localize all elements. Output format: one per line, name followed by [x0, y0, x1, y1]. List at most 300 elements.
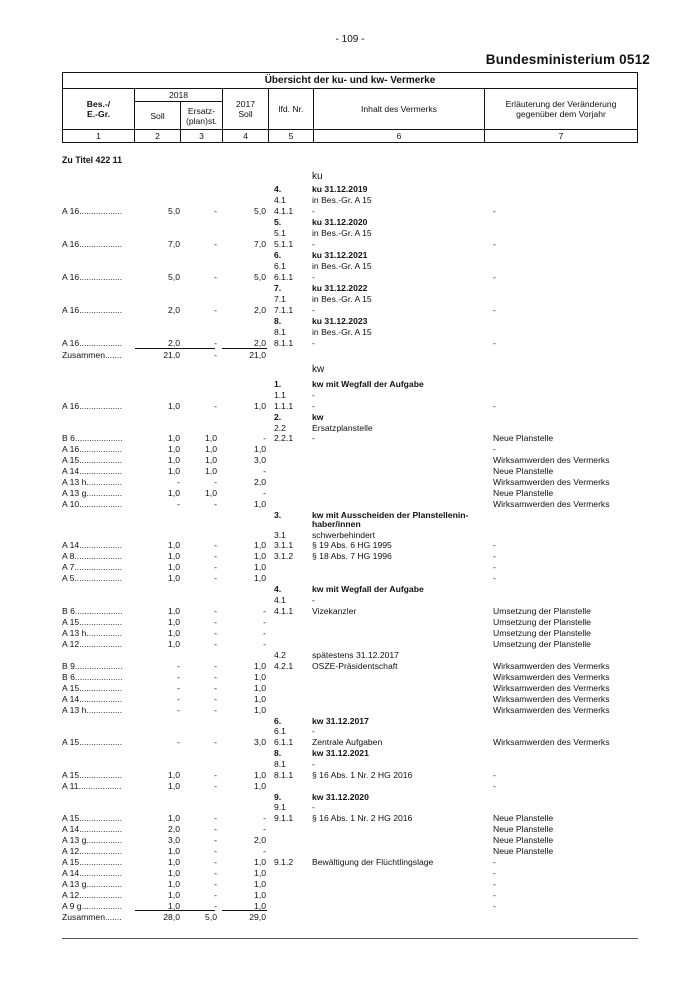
cell-f: - — [312, 595, 315, 605]
cell-f: in Bes.-Gr. A 15 — [312, 195, 372, 205]
table-row — [62, 770, 638, 781]
cell-d: 3,0 — [254, 737, 266, 747]
cell-g: Neue Planstelle — [493, 813, 554, 823]
cell-f: § 19 Abs. 6 HG 1995 — [312, 540, 392, 550]
cell-e: 4.2 — [274, 650, 286, 660]
cell-e: 7.1 — [274, 294, 286, 304]
cell-g: - — [493, 879, 496, 889]
table-row — [62, 305, 638, 316]
table-row — [62, 781, 638, 792]
cell-f: - — [312, 759, 315, 769]
cell-e: 8.1.1 — [274, 338, 294, 348]
table-row — [62, 813, 638, 824]
cell-a: A 8.................... — [62, 551, 123, 561]
cell-b: 1,0 — [168, 562, 180, 572]
cell-c: - — [214, 901, 217, 911]
cell-a: B 9.................... — [62, 661, 123, 671]
table-row — [62, 261, 638, 272]
cell-b: - — [177, 477, 180, 487]
table-row — [62, 217, 638, 228]
cell-g: - — [493, 206, 496, 216]
cell-c: 5,0 — [205, 912, 217, 922]
cell-g: Neue Planstelle — [493, 488, 554, 498]
cell-b: 5,0 — [168, 206, 180, 216]
cell-c: - — [214, 617, 217, 627]
cell-g: - — [493, 540, 496, 550]
cell-b: 2,0 — [168, 305, 180, 315]
cell-d: 7,0 — [254, 239, 266, 249]
table-row — [62, 562, 638, 573]
cell-a: A 12.................. — [62, 846, 123, 856]
sum-separator — [222, 910, 267, 911]
cell-e: 6.1.1 — [274, 272, 294, 282]
cell-d: 29,0 — [249, 912, 266, 922]
table-row — [62, 661, 638, 672]
cell-f: OSZE-Präsidentschaft — [312, 661, 398, 671]
cell-a: A 13 g............... — [62, 488, 123, 498]
col-erlaeuterung-header: Erläuterung der Veränderung gegenüber dem Vorjahr — [505, 99, 617, 119]
cell-f: ku 31.12.2020 — [312, 217, 368, 227]
cell-d: 2,0 — [254, 477, 266, 487]
cell-d: 1,0 — [254, 672, 266, 682]
cell-e: 1.1 — [274, 390, 286, 400]
cell-g: - — [493, 551, 496, 561]
cell-c: 1,0 — [205, 444, 217, 454]
cell-g: - — [493, 305, 496, 315]
table-row — [62, 272, 638, 283]
cell-b: 1,0 — [168, 639, 180, 649]
table-row — [62, 683, 638, 694]
cell-g: - — [493, 857, 496, 867]
cell-g: Umsetzung der Planstelle — [493, 617, 591, 627]
cell-f: spätestens 31.12.2017 — [312, 650, 399, 660]
table-row — [62, 327, 638, 338]
table-row — [62, 540, 638, 551]
cell-a: A 11.................. — [62, 781, 122, 791]
cell-a: A 16.................. — [62, 239, 123, 249]
cell-g: - — [493, 401, 496, 411]
sum-separator — [176, 910, 215, 911]
cell-a: A 15.................. — [62, 683, 123, 693]
table-row — [62, 250, 638, 261]
cell-g: Wirksamwerden des Vermerks — [493, 477, 610, 487]
cell-a: A 14.................. — [62, 540, 123, 550]
cell-b: 3,0 — [168, 835, 180, 845]
table-row — [62, 499, 638, 510]
col-2017-header: 2017 Soll — [223, 89, 269, 129]
cell-g: Umsetzung der Planstelle — [493, 628, 591, 638]
cell-b: 1,0 — [168, 444, 180, 454]
table-row — [62, 316, 638, 327]
cell-g: - — [493, 890, 496, 900]
cell-a: A 13 g............... — [62, 835, 123, 845]
cell-e: 3.1.1 — [274, 540, 294, 550]
cell-e: 5.1.1 — [274, 239, 294, 249]
cell-c: 1,0 — [205, 433, 217, 443]
cell-g: - — [493, 770, 496, 780]
cell-g: Wirksamwerden des Vermerks — [493, 661, 610, 671]
table-row — [62, 390, 638, 401]
cell-d: 1,0 — [254, 770, 266, 780]
cell-f: kw 31.12.2017 — [312, 716, 369, 726]
cell-d: - — [263, 606, 266, 616]
cell-c: - — [214, 868, 217, 878]
cell-d: 1,0 — [254, 868, 266, 878]
table-row — [62, 283, 638, 294]
cell-e: 7. — [274, 283, 282, 293]
cell-d: 1,0 — [254, 857, 266, 867]
cell-a: A 13 h............... — [62, 477, 123, 487]
cell-b: 1,0 — [168, 573, 180, 583]
cell-c: - — [214, 499, 217, 509]
cell-f: kw mit Wegfall der Aufgabe — [312, 584, 424, 594]
cell-c: - — [214, 835, 217, 845]
cell-d: - — [263, 466, 266, 476]
cell-f: - — [312, 338, 315, 348]
cell-e: 4. — [274, 584, 282, 594]
table-row — [62, 846, 638, 857]
cell-f: in Bes.-Gr. A 15 — [312, 327, 372, 337]
cell-e: 1. — [274, 379, 282, 389]
table-row — [62, 824, 638, 835]
cell-d: 1,0 — [254, 694, 266, 704]
cell-e: 4.1.1 — [274, 606, 294, 616]
cell-e: 2.2 — [274, 423, 286, 433]
cell-c: - — [214, 890, 217, 900]
cell-f: kw — [312, 412, 324, 422]
table-row — [62, 401, 638, 412]
cell-f: in Bes.-Gr. A 15 — [312, 261, 372, 271]
cell-e: 8. — [274, 748, 282, 758]
table-row — [62, 477, 638, 488]
cell-g: Umsetzung der Planstelle — [493, 606, 591, 616]
kw-group-title: kw — [312, 364, 325, 375]
cell-f: Zentrale Aufgaben — [312, 737, 383, 747]
cell-d: 1,0 — [254, 444, 266, 454]
cell-c: - — [214, 737, 217, 747]
cell-e: 8.1.1 — [274, 770, 294, 780]
cell-b: 28,0 — [163, 912, 180, 922]
cell-b: 1,0 — [168, 770, 180, 780]
cell-b: 5,0 — [168, 272, 180, 282]
table-row — [62, 650, 638, 661]
col-number: 5 — [269, 129, 314, 142]
cell-a: A 16.................. — [62, 305, 123, 315]
cell-c: - — [214, 206, 217, 216]
cell-g: - — [493, 272, 496, 282]
cell-b: 1,0 — [168, 617, 180, 627]
cell-a: A 14.................. — [62, 868, 123, 878]
cell-c: - — [214, 562, 217, 572]
cell-d: 1,0 — [254, 890, 266, 900]
cell-c: - — [214, 551, 217, 561]
cell-d: 1,0 — [254, 901, 266, 911]
cell-e: 8. — [274, 316, 282, 326]
cell-a: A 7.................... — [62, 562, 123, 572]
sum-separator — [176, 348, 215, 349]
col-soll-header: Soll — [135, 102, 181, 129]
cell-d: 2,0 — [254, 835, 266, 845]
col-ersatz-header: Ersatz- (plan)st. — [181, 102, 223, 129]
cell-f: - — [312, 802, 315, 812]
cell-c: 1,0 — [205, 455, 217, 465]
cell-a: A 16.................. — [62, 401, 123, 411]
cell-b: 2,0 — [168, 338, 180, 348]
cell-g: Wirksamwerden des Vermerks — [493, 737, 610, 747]
cell-d: 1,0 — [254, 683, 266, 693]
cell-c: - — [214, 781, 217, 791]
table-row — [62, 294, 638, 305]
table-row — [62, 890, 638, 901]
cell-g: Wirksamwerden des Vermerks — [493, 499, 610, 509]
cell-a: A 5.................... — [62, 573, 123, 583]
cell-e: 6.1 — [274, 261, 286, 271]
cell-b: 1,0 — [168, 551, 180, 561]
cell-b: - — [177, 499, 180, 509]
cell-d: 1,0 — [254, 879, 266, 889]
cell-d: 1,0 — [254, 401, 266, 411]
cell-a: Zusammen....... — [62, 350, 122, 360]
table-row — [62, 433, 638, 444]
table-row — [62, 912, 638, 923]
cell-a: A 15.................. — [62, 455, 123, 465]
cell-d: - — [263, 639, 266, 649]
cell-c: - — [214, 694, 217, 704]
cell-a: A 15.................. — [62, 617, 123, 627]
cell-b: 1,0 — [168, 901, 180, 911]
cell-b: 1,0 — [168, 868, 180, 878]
cell-c: - — [214, 857, 217, 867]
table-row — [62, 802, 638, 813]
cell-a: A 15.................. — [62, 770, 123, 780]
cell-c: - — [214, 683, 217, 693]
cell-g: - — [493, 338, 496, 348]
cell-d: 1,0 — [254, 562, 266, 572]
cell-c: - — [214, 824, 217, 834]
table-title: Übersicht der ku- und kw- Vermerke — [63, 73, 637, 89]
cell-d: - — [263, 813, 266, 823]
cell-e: 5. — [274, 217, 282, 227]
cell-c: - — [214, 628, 217, 638]
cell-f: - — [312, 390, 315, 400]
cell-c: - — [214, 305, 217, 315]
cell-g: - — [493, 868, 496, 878]
cell-e: 4.1 — [274, 595, 286, 605]
cell-b: - — [177, 737, 180, 747]
table-row — [62, 737, 638, 748]
table-row — [62, 551, 638, 562]
table-row — [62, 606, 638, 617]
cell-e: 8.1 — [274, 327, 286, 337]
cell-b: 7,0 — [168, 239, 180, 249]
cell-g: Neue Planstelle — [493, 433, 554, 443]
table-row — [62, 519, 638, 530]
table-row — [62, 879, 638, 890]
col-number: 1 — [63, 129, 135, 142]
cell-f: Vizekanzler — [312, 606, 357, 616]
table-row — [62, 488, 638, 499]
cell-g: - — [493, 781, 496, 791]
cell-f: - — [312, 726, 315, 736]
cell-a: A 16.................. — [62, 444, 123, 454]
cell-d: 21,0 — [249, 350, 266, 360]
cell-f: § 16 Abs. 1 Nr. 2 HG 2016 — [312, 813, 413, 823]
cell-c: - — [214, 639, 217, 649]
cell-c: - — [214, 401, 217, 411]
col-number: 2 — [135, 129, 181, 142]
cell-e: 8.1 — [274, 759, 286, 769]
table-row — [62, 412, 638, 423]
cell-d: 1,0 — [254, 573, 266, 583]
table-row — [62, 835, 638, 846]
table-header — [62, 72, 638, 143]
cell-a: A 9 g................. — [62, 901, 123, 911]
cell-b: 1,0 — [168, 606, 180, 616]
cell-c: - — [214, 540, 217, 550]
cell-d: - — [263, 824, 266, 834]
cell-d: 1,0 — [254, 661, 266, 671]
table-row — [62, 748, 638, 759]
table-row — [62, 694, 638, 705]
col-lfd-header: lfd. Nr. — [269, 89, 314, 129]
cell-e: 7.1.1 — [274, 305, 294, 315]
cell-g: Wirksamwerden des Vermerks — [493, 683, 610, 693]
cell-g: Wirksamwerden des Vermerks — [493, 694, 610, 704]
col-2018-header: 2018 — [135, 89, 223, 102]
cell-b: - — [177, 694, 180, 704]
cell-f: - — [312, 239, 315, 249]
cell-a: B 6.................... — [62, 672, 123, 682]
cell-e: 2.2.1 — [274, 433, 294, 443]
table-row — [62, 573, 638, 584]
cell-c: 1,0 — [205, 466, 217, 476]
cell-a: A 14.................. — [62, 824, 123, 834]
cell-f: in Bes.-Gr. A 15 — [312, 228, 372, 238]
cell-c: - — [214, 239, 217, 249]
cell-d: - — [263, 628, 266, 638]
cell-e: 4.2.1 — [274, 661, 294, 671]
cell-b: 1,0 — [168, 433, 180, 443]
cell-b: 1,0 — [168, 857, 180, 867]
cell-f: ku 31.12.2019 — [312, 184, 368, 194]
table-row — [62, 239, 638, 250]
cell-c: - — [214, 272, 217, 282]
cell-f: § 16 Abs. 1 Nr. 2 HG 2016 — [312, 770, 413, 780]
cell-g: - — [493, 901, 496, 911]
sum-separator — [222, 348, 267, 349]
cell-f: Bewältigung der Flüchtlingslage — [312, 857, 434, 867]
cell-d: 1,0 — [254, 540, 266, 550]
cell-d: 1,0 — [254, 705, 266, 715]
cell-f: kw mit Wegfall der Aufgabe — [312, 379, 424, 389]
cell-e: 1.1.1 — [274, 401, 294, 411]
table-row — [62, 206, 638, 217]
col-number: 7 — [485, 129, 637, 142]
cell-f: - — [312, 433, 315, 443]
cell-a: Zusammen....... — [62, 912, 122, 922]
cell-b: 1,0 — [168, 846, 180, 856]
cell-e: 9.1.2 — [274, 857, 294, 867]
cell-b: - — [177, 672, 180, 682]
cell-b: 1,0 — [168, 540, 180, 550]
cell-d: 2,0 — [254, 305, 266, 315]
cell-c: 1,0 — [205, 488, 217, 498]
cell-d: - — [263, 617, 266, 627]
cell-g: Neue Planstelle — [493, 466, 554, 476]
cell-c: - — [214, 672, 217, 682]
cell-e: 6. — [274, 716, 282, 726]
cell-b: - — [177, 683, 180, 693]
cell-f: - — [312, 206, 315, 216]
table-row — [62, 379, 638, 390]
cell-a: A 14.................. — [62, 694, 123, 704]
cell-e: 5.1 — [274, 228, 286, 238]
ku-group-title: ku — [312, 171, 323, 182]
table-row — [62, 857, 638, 868]
cell-d: 2,0 — [254, 338, 266, 348]
cell-c: - — [214, 477, 217, 487]
cell-g: - — [493, 562, 496, 572]
table-row — [62, 868, 638, 879]
cell-e: 4. — [274, 184, 282, 194]
cell-e: 6.1.1 — [274, 737, 294, 747]
cell-b: 1,0 — [168, 879, 180, 889]
cell-g: Wirksamwerden des Vermerks — [493, 455, 610, 465]
cell-f: kw 31.12.2020 — [312, 792, 369, 802]
cell-d: 5,0 — [254, 206, 266, 216]
cell-d: 1,0 — [254, 781, 266, 791]
cell-a: A 12.................. — [62, 639, 123, 649]
cell-e: 3.1.2 — [274, 551, 294, 561]
col-number: 6 — [314, 129, 485, 142]
cell-g: - — [493, 239, 496, 249]
cell-f: § 18 Abs. 7 HG 1996 — [312, 551, 392, 561]
cell-d: - — [263, 846, 266, 856]
cell-c: - — [214, 573, 217, 583]
cell-a: B 6.................... — [62, 606, 123, 616]
cell-a: A 13 g............... — [62, 879, 123, 889]
cell-b: 1,0 — [168, 466, 180, 476]
cell-c: - — [214, 879, 217, 889]
cell-g: Umsetzung der Planstelle — [493, 639, 591, 649]
col-bes-header: Bes.-/ E.-Gr. — [63, 89, 135, 129]
page-number: - 109 - — [335, 34, 365, 45]
table-row — [62, 672, 638, 683]
cell-g: Neue Planstelle — [493, 846, 554, 856]
table-row — [62, 726, 638, 737]
cell-c: - — [214, 661, 217, 671]
table-row — [62, 350, 638, 361]
cell-b: - — [177, 705, 180, 715]
table-row — [62, 466, 638, 477]
cell-d: 3,0 — [254, 455, 266, 465]
table-row — [62, 195, 638, 206]
table-row — [62, 595, 638, 606]
table-row — [62, 584, 638, 595]
cell-b: 2,0 — [168, 824, 180, 834]
cell-b: 1,0 — [168, 401, 180, 411]
cell-g: Wirksamwerden des Vermerks — [493, 705, 610, 715]
col-inhalt-header: Inhalt des Vermerks — [314, 89, 485, 129]
cell-f: ku 31.12.2022 — [312, 283, 368, 293]
cell-a: A 15.................. — [62, 813, 123, 823]
cell-c: - — [214, 770, 217, 780]
cell-a: A 10.................. — [62, 499, 123, 509]
cell-c: - — [214, 846, 217, 856]
cell-a: A 16.................. — [62, 206, 123, 216]
cell-b: 1,0 — [168, 890, 180, 900]
cell-e: 6. — [274, 250, 282, 260]
